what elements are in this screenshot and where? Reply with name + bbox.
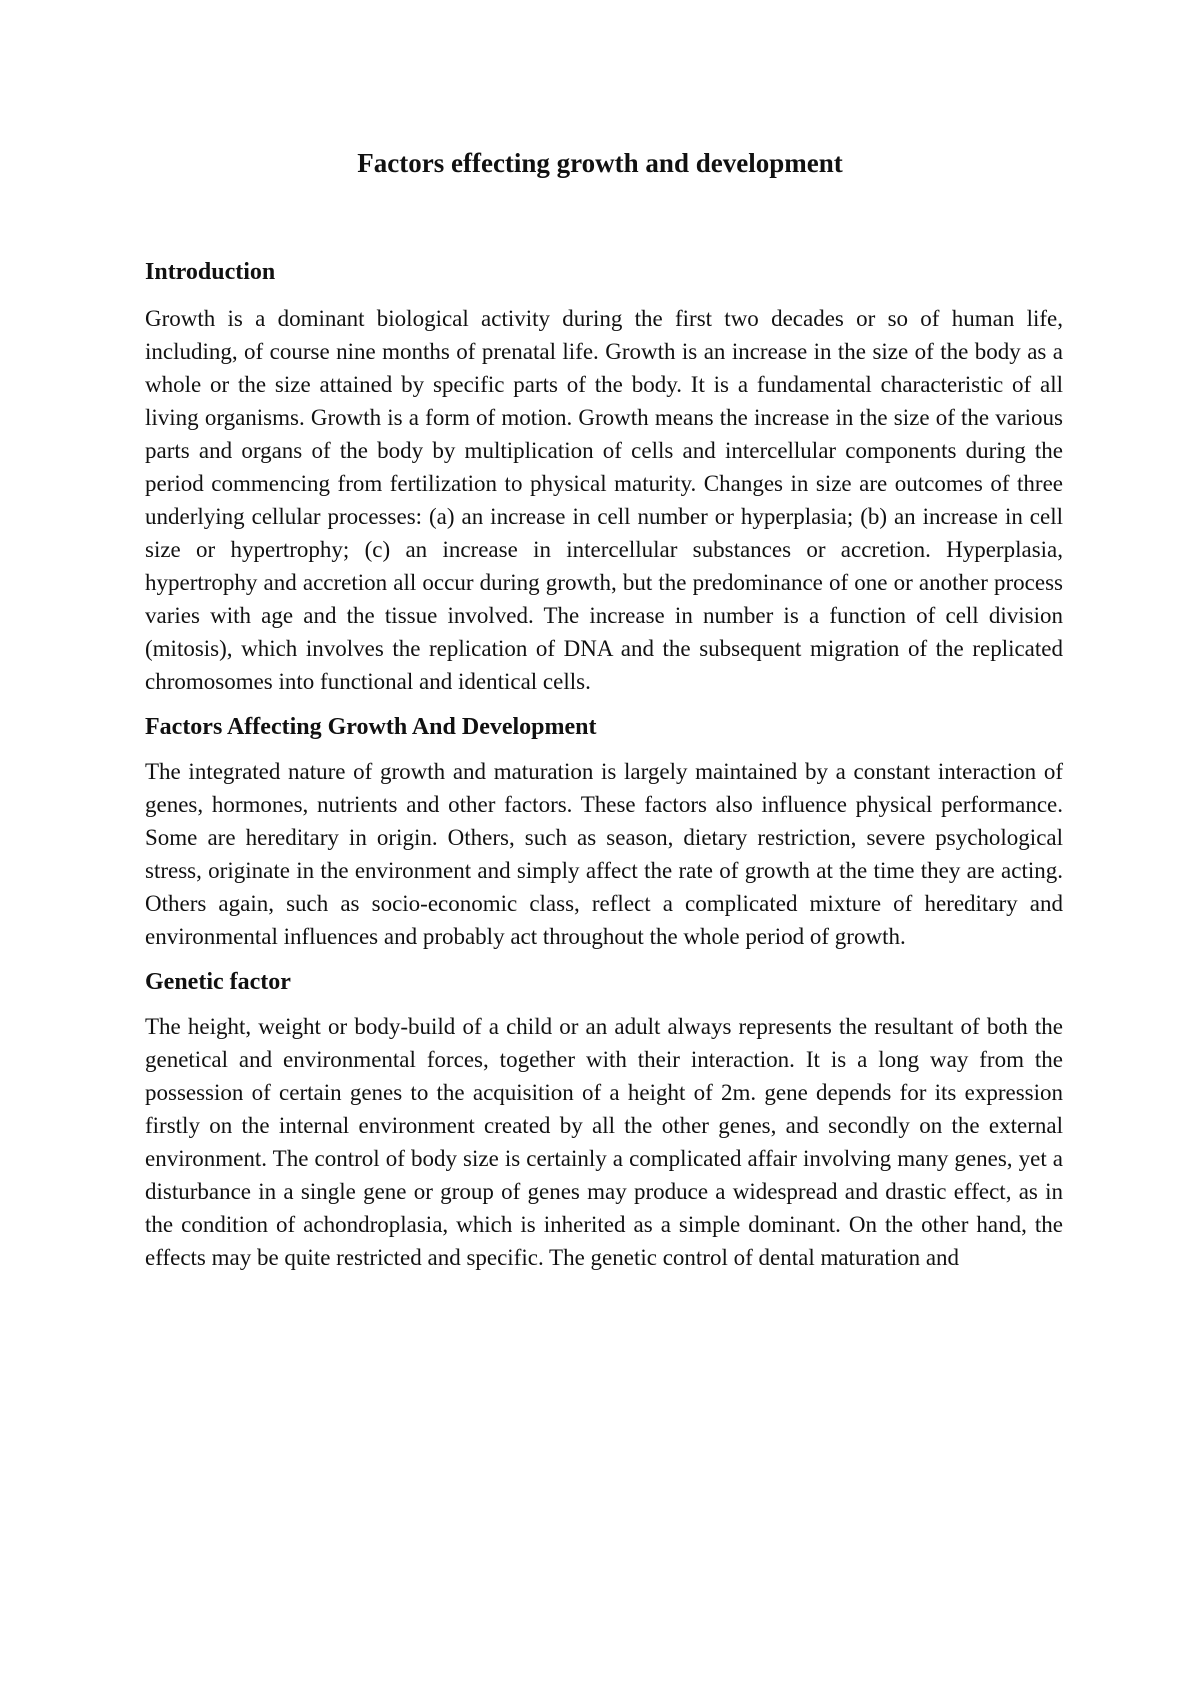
section-heading-factors: Factors Affecting Growth And Development <box>145 714 597 740</box>
section-body-genetic-factor: The height, weight or body-build of a child or an adult always represents the resultant of both the genetical and environmental forces, together with their interaction. It is a long way from the possession of certain genes to the acquisition of a height of 2m. gene depends for its expression firstly on the internal environment created by all the other genes, and secondly on the external environment. The control of body size is certainly a complicated affair involving many genes, yet a disturbance in a single gene or group of genes may produce a widespread and drastic effect, as in the condition of achondroplasia, which is inherited as a simple dominant. On the other hand, the effects may be quite restricted and specific. The genetic control of dental maturation and <box>145 1014 1063 1270</box>
section-genetic-factor <box>145 966 1063 1274</box>
section-introduction <box>145 256 1063 698</box>
document-title: Factors effecting growth and development <box>357 148 843 178</box>
document-content <box>145 256 1063 1287</box>
section-factors <box>145 711 1063 953</box>
section-body-factors: The integrated nature of growth and maturation is largely maintained by a constant interaction of genes, hormones, nutrients and other factors. These factors also influence physical performance. Some are hereditary in origin. Others, such as season, dietary restriction, severe psychological stress, originate in the environment and simply affect the rate of growth at the time they are acting. Others again, such as socio-economic class, reflect a complicated mixture of hereditary and environmental influences and probably act throughout the whole period of growth. <box>145 759 1063 949</box>
section-body-introduction: Growth is a dominant biological activity during the first two decades or so of human life, including, of course nine months of prenatal life. Growth is an increase in the size of the body as a whole or the size attained by specific parts of the body. It is a fundamental characteristic of all living organisms. Growth is a form of motion. Growth means the increase in the size of the various parts and organs of the body by multiplication of cells and intercellular components during the period commencing from fertilization to physical maturity. Changes in size are outcomes of three underlying cellular processes: (a) an increase in cell number or hyperplasia; (b) an increase in cell size or hypertrophy; (c) an increase in intercellular substances or accretion. Hyperplasia, hypertrophy and accretion all occur during growth, but the predominance of one or another process varies with age and the tissue involved. The increase in number is a function of cell division (mitosis), which involves the replication of DNA and the subsequent migration of the replicated chromosomes into functional and identical cells. <box>145 306 1063 694</box>
section-heading-introduction: Introduction <box>145 259 276 285</box>
section-heading-genetic-factor: Genetic factor <box>145 969 291 995</box>
